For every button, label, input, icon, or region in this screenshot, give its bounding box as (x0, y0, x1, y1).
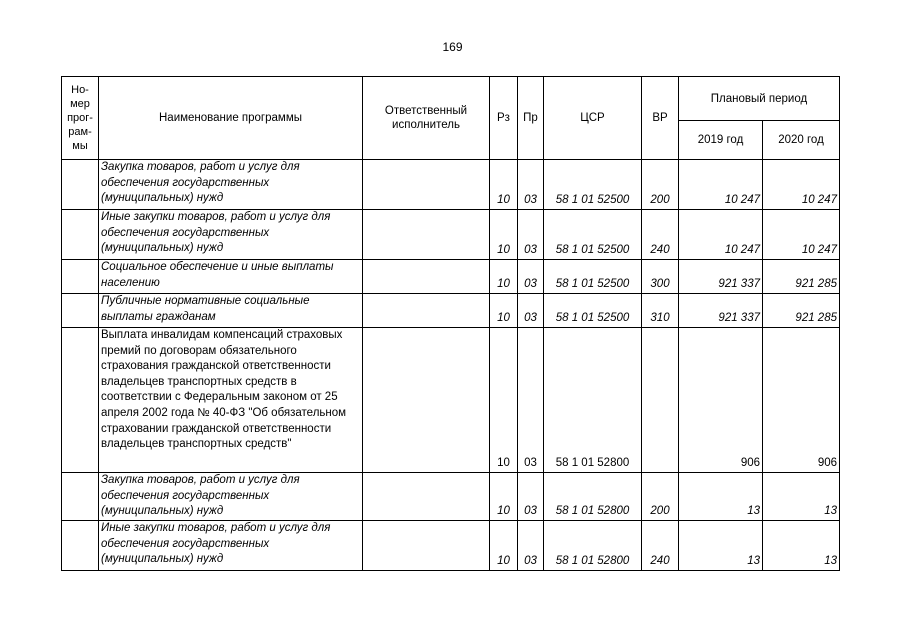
cell-y2019: 906 (679, 328, 763, 473)
cell-vr: 300 (642, 260, 679, 294)
cell-rz: 10 (490, 473, 518, 521)
cell-y2020: 921 285 (763, 260, 840, 294)
cell-num (62, 473, 99, 521)
cell-vr: 240 (642, 210, 679, 260)
cell-y2020: 10 247 (763, 210, 840, 260)
cell-csr: 58 1 01 52500 (544, 160, 642, 210)
header-vr: ВР (642, 77, 679, 160)
cell-name: Публичные нормативные социальные выплаты гражданам (99, 294, 363, 328)
cell-name: Иные закупки товаров, работ и услуг для обеспечения государственных (муниципальных) нужд (99, 521, 363, 571)
cell-rz: 10 (490, 521, 518, 571)
cell-y2019: 921 337 (679, 260, 763, 294)
header-planned-period: Плановый период (679, 77, 840, 121)
cell-name: Закупка товаров, работ и услуг для обеспечения государственных (муниципальных) нужд (99, 473, 363, 521)
cell-num (62, 328, 99, 473)
cell-executor (363, 260, 490, 294)
cell-executor (363, 210, 490, 260)
cell-csr: 58 1 01 52500 (544, 210, 642, 260)
cell-csr: 58 1 01 52500 (544, 260, 642, 294)
cell-pr: 03 (518, 210, 544, 260)
table-row (62, 328, 840, 473)
cell-pr: 03 (518, 160, 544, 210)
cell-rz: 10 (490, 160, 518, 210)
cell-vr: 200 (642, 160, 679, 210)
header-year-2020: 2020 год (763, 121, 840, 160)
cell-pr: 03 (518, 328, 544, 473)
cell-y2020: 10 247 (763, 160, 840, 210)
cell-y2019: 10 247 (679, 210, 763, 260)
table-row (62, 521, 840, 571)
cell-csr: 58 1 01 52800 (544, 473, 642, 521)
cell-executor (363, 328, 490, 473)
cell-pr: 03 (518, 294, 544, 328)
header-executor: Ответственный исполнитель (363, 77, 490, 160)
cell-pr: 03 (518, 521, 544, 571)
cell-y2020: 13 (763, 521, 840, 571)
cell-name: Выплата инвалидам компенсаций страховых премий по договорам обязательного страхования гражданской ответственности владельцев транспортных средств в соответствии с Федеральным законом от 25 апреля 2002 года № 40-ФЗ "Об обязательном страховании гражданской ответственности владельцев транспортных средств" (99, 328, 363, 473)
budget-table (61, 76, 840, 571)
cell-y2019: 13 (679, 473, 763, 521)
cell-y2019: 921 337 (679, 294, 763, 328)
cell-csr: 58 1 01 52800 (544, 521, 642, 571)
cell-y2019: 13 (679, 521, 763, 571)
header-csr: ЦСР (544, 77, 642, 160)
cell-executor (363, 521, 490, 571)
cell-rz: 10 (490, 328, 518, 473)
cell-csr: 58 1 01 52500 (544, 294, 642, 328)
cell-executor (363, 473, 490, 521)
table-row (62, 160, 840, 210)
cell-vr: 310 (642, 294, 679, 328)
header-pr: Пр (518, 77, 544, 160)
cell-num (62, 521, 99, 571)
cell-y2020: 921 285 (763, 294, 840, 328)
cell-num (62, 260, 99, 294)
table-row (62, 210, 840, 260)
header-program-number: Но-мер прог-рам-мы (62, 77, 99, 160)
cell-num (62, 210, 99, 260)
cell-vr: 240 (642, 521, 679, 571)
page-number: 169 (442, 40, 463, 54)
cell-rz: 10 (490, 260, 518, 294)
cell-vr (642, 328, 679, 473)
cell-executor (363, 294, 490, 328)
cell-num (62, 160, 99, 210)
cell-name: Социальное обеспечение и иные выплаты населению (99, 260, 363, 294)
header-rz: Рз (490, 77, 518, 160)
cell-executor (363, 160, 490, 210)
table-row (62, 294, 840, 328)
cell-y2020: 906 (763, 328, 840, 473)
cell-rz: 10 (490, 294, 518, 328)
cell-csr: 58 1 01 52800 (544, 328, 642, 473)
cell-name: Иные закупки товаров, работ и услуг для обеспечения государственных (муниципальных) нужд (99, 210, 363, 260)
cell-y2019: 10 247 (679, 160, 763, 210)
cell-pr: 03 (518, 260, 544, 294)
cell-vr: 200 (642, 473, 679, 521)
cell-pr: 03 (518, 473, 544, 521)
cell-rz: 10 (490, 210, 518, 260)
header-year-2019: 2019 год (679, 121, 763, 160)
header-program-name: Наименование программы (99, 77, 363, 160)
cell-name: Закупка товаров, работ и услуг для обеспечения государственных (муниципальных) нужд (99, 160, 363, 210)
cell-y2020: 13 (763, 473, 840, 521)
cell-num (62, 294, 99, 328)
table-row (62, 260, 840, 294)
table-row (62, 473, 840, 521)
